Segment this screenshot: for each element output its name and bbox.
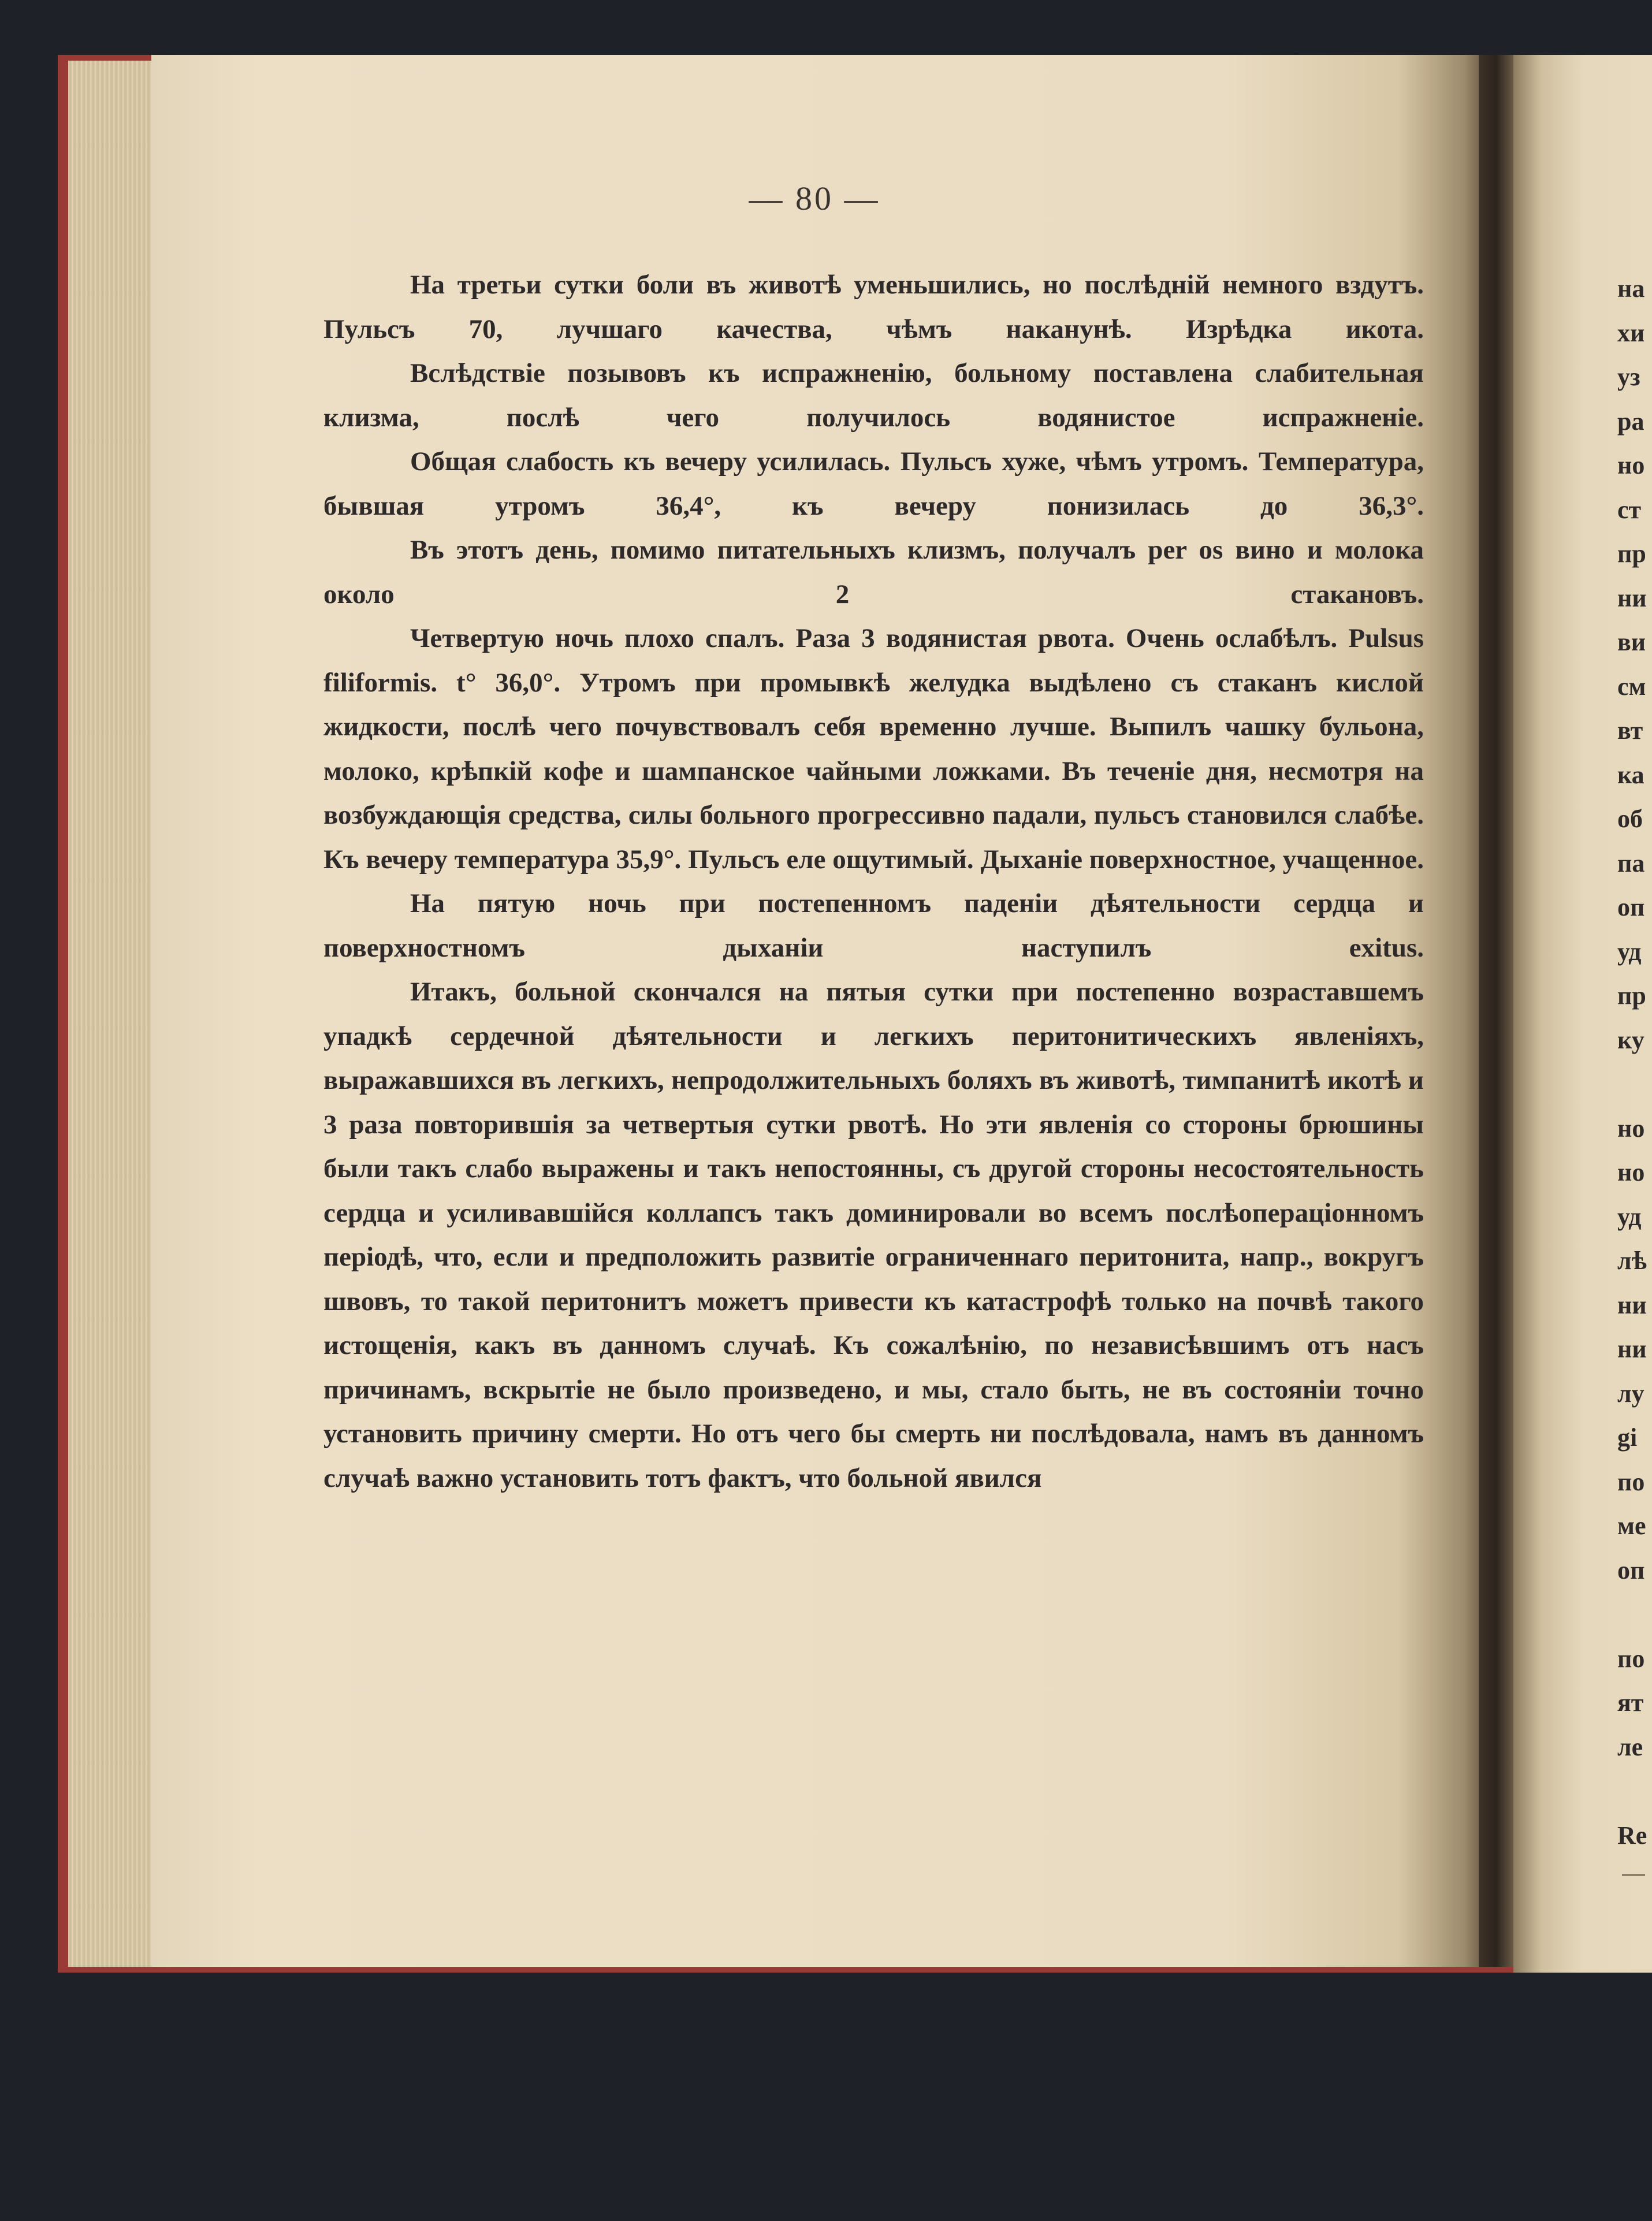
facing-page-line: об [1617, 805, 1643, 833]
facing-page-line [1617, 1769, 1652, 1814]
facing-page-line: лу [1617, 1379, 1644, 1408]
paragraph: Четвертую ночь плохо спалъ. Раза 3 водянистая рвота. Очень ослабѣлъ. Pulsus filiformis. t° 36,0°. Утромъ при промывкѣ желудка выдѣлено съ стаканъ кислой жидкости, послѣ чего почувствовалъ себя временно лучше. Выпилъ чашку бульона, молоко, крѣпкiй кофе и шампанское чайными ложками. Въ теченiе дня, несмотря на возбуждающiя средства, силы больного прогрессивно падали, пульсъ становился слабѣе. Къ вечеру температура 35,9°. Пульсъ еле ощутимый. Дыханiе поверхностное, учащенное. [323, 623, 1424, 875]
facing-page-line: ят [1617, 1688, 1644, 1717]
facing-page-line [1617, 1593, 1652, 1637]
facing-page-line: пр [1617, 981, 1646, 1010]
facing-page-line: пр [1617, 540, 1646, 568]
facing-page-line: но [1617, 1158, 1645, 1186]
facing-page-line: Re [1617, 1821, 1647, 1850]
facing-page-text [1617, 267, 1652, 1858]
facing-page-line: хи [1617, 318, 1645, 347]
facing-page-line: ст [1617, 495, 1642, 524]
facing-page-line: уд [1617, 1202, 1642, 1231]
facing-page-line: оп [1617, 893, 1645, 921]
facing-page-line: ра [1617, 407, 1644, 436]
facing-page-line: ку [1617, 1025, 1644, 1054]
facing-page-line: см [1617, 672, 1646, 701]
facing-page-line: но [1617, 1114, 1645, 1143]
paragraph: На пятую ночь при постепенномъ паденiи дѣятельности сердца и поверхностномъ дыханiи наступилъ exitus. [323, 888, 1424, 963]
facing-page-line: gi [1617, 1423, 1638, 1452]
paragraph: Общая слабость къ вечеру усилилась. Пульсъ хуже, чѣмъ утромъ. Температура, бывшая утромъ 36,4°, къ вечеру понизилась до 36,3°. [323, 447, 1424, 521]
facing-page-line: ни [1617, 1335, 1647, 1363]
page-number: — 80 — [749, 180, 880, 217]
facing-page-line: уз [1617, 363, 1640, 391]
facing-page-line: ни [1617, 1290, 1647, 1319]
facing-page-rule [1622, 1874, 1645, 1876]
facing-page-line: уд [1617, 937, 1642, 966]
facing-page-line: лѣ [1617, 1247, 1647, 1275]
paragraph: Вслѣдствiе позывовъ къ испражненiю, больному поставлена слабительная клизма, послѣ чего получилось водянистое испражненiе. [323, 358, 1424, 433]
facing-page-line: ка [1617, 760, 1644, 789]
facing-page-line: по [1617, 1644, 1645, 1673]
facing-page-line: вт [1617, 716, 1643, 745]
facing-page-line: на [1617, 274, 1645, 303]
facing-page-line: ле [1617, 1732, 1643, 1761]
facing-page-line: оп [1617, 1556, 1645, 1584]
facing-page-line: ме [1617, 1512, 1646, 1540]
page-edges [68, 61, 161, 1967]
facing-page-line: па [1617, 849, 1645, 877]
paragraph: Итакъ, больной скончался на пятыя сутки при постепенно возраставшемъ упадкѣ сердечной дѣятельности и легкихъ перитонитическихъ явленiяхъ, выражавшихся въ легкихъ, непродолжительныхъ боляхъ въ животѣ, тимпанитѣ икотѣ и 3 раза повторившiя за четвертыя сутки рвотѣ. Но эти явленiя со стороны брюшины были такъ слабо выражены и такъ непостоянны, съ другой стороны несостоятельность сердца и усиливавшiйся коллапсъ такъ доминировали во всемъ послѣоперацiонномъ перiодѣ, что, если и предположить развитiе ограниченнаго перитонита, напр., вокругъ швовъ, то такой перитонитъ можетъ привести къ катастрофѣ только на почвѣ такого истощенiя, какъ въ данномъ случаѣ. Къ сожалѣнiю, по независѣвшимъ отъ насъ причинамъ, вскрытiе не было произведено, и мы, стало быть, не въ состоянiи точно установить причину смерти. Но отъ чего бы смерть ни послѣдовала, намъ въ данномъ случаѣ важно установить тотъ фактъ, что больной явился [323, 977, 1424, 1493]
paragraph: На третьи сутки боли въ животѣ уменьшились, но послѣднiй немного вздутъ. Пульсъ 70, лучшаго качества, чѣмъ наканунѣ. Изрѣдка икота. [323, 270, 1424, 344]
paragraph: Въ этотъ день, помимо питательныхъ клизмъ, получалъ per os вино и молока около 2 стакановъ. [323, 535, 1424, 609]
book-gutter [1479, 55, 1513, 1967]
facing-page-line: по [1617, 1467, 1645, 1496]
page-body [323, 263, 1424, 1500]
facing-page-line: ни [1617, 583, 1647, 612]
facing-page-line [1617, 1062, 1652, 1107]
facing-page-line: но [1617, 451, 1645, 479]
facing-page-line: ви [1617, 628, 1646, 656]
